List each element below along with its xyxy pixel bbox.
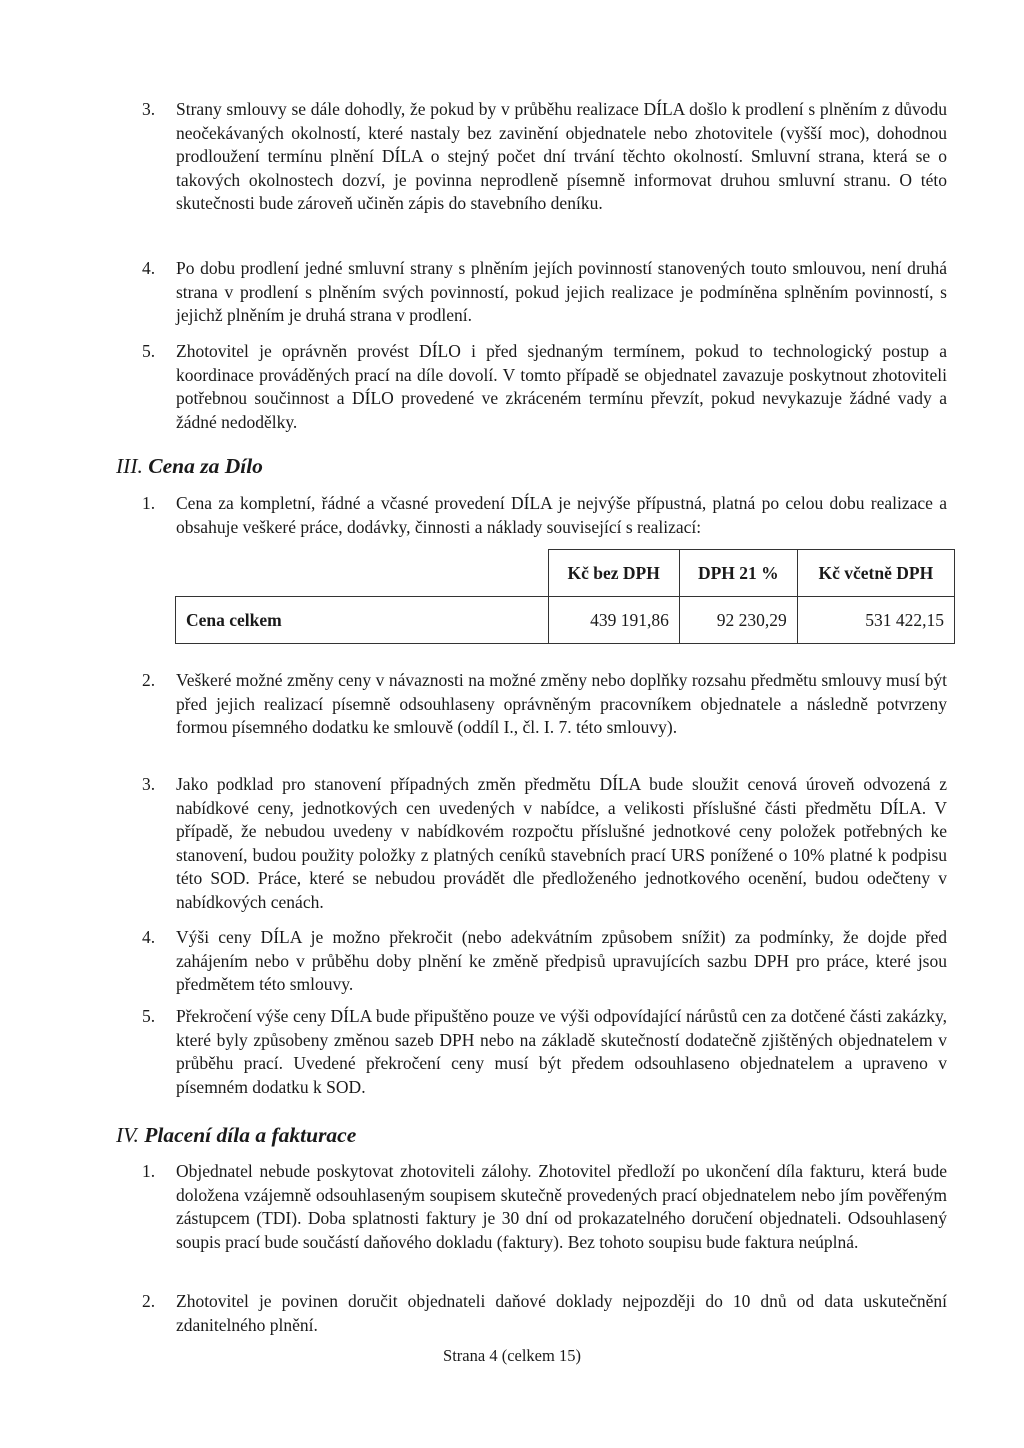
clause-text: Zhotovitel je oprávněn provést DÍLO i před sjednaným termínem, pokud to technologický postup a koordinace prováděných prací na díle dovolí. V tomto případě se objednatel zavazuje poskytnout zhotoviteli potřebnou součinnost a DÍLO provedené ve zkráceném termínu převzít, pokud nevykazuje žádné vady a žádné nedodělky. — [176, 341, 947, 432]
value-price-with-vat: 531 422,15 — [797, 597, 954, 644]
clause-text: Objednatel nebude poskytovat zhotoviteli zálohy. Zhotovitel předloží po ukončení díla fakturu, která bude doložena vzájemně odsouhlaseným soupisem skutečně provedených prací objednatelem nebo jím pověřeným zástupcem (TDI). Doba splatnosti faktury je 30 dní od prokazatelného doručení objednateli. Odsouhlasený soupis prací bude součástí daňového dokladu (faktury). Bez tohoto soupisu bude faktura neúplná. — [176, 1161, 947, 1252]
header-price-without-vat: Kč bez DPH — [548, 550, 679, 597]
section3-clause-5 — [142, 1005, 947, 1099]
clause-number: 1. — [142, 1161, 156, 1181]
section4-clause-2 — [142, 1290, 947, 1337]
value-vat: 92 230,29 — [679, 597, 797, 644]
section3-clause-1 — [142, 492, 947, 539]
header-price-with-vat: Kč včetně DPH — [797, 550, 954, 597]
price-table — [175, 549, 955, 644]
page-footer: Strana 4 (celkem 15) — [443, 1346, 581, 1365]
section-number: III. — [116, 454, 143, 478]
section4-clause-1 — [142, 1160, 947, 1254]
clause-number: 5. — [142, 341, 156, 361]
clause-number: 2. — [142, 670, 156, 690]
price-table-row — [176, 597, 955, 644]
clause-number: 2. — [142, 1291, 156, 1311]
clause-number: 4. — [142, 927, 156, 947]
clause-text: Výši ceny DÍLA je možno překročit (nebo adekvátním způsobem snížit) za podmínky, že dojde před zahájením nebo v průběhu doby plnění ke změně předpisů upravujících sazbu DPH pro práce, které jsou předmětem této smlouvy. — [176, 927, 947, 995]
clause-text: Jako podklad pro stanovení případných změn předmětu DÍLA bude sloužit cenová úroveň odvozená z nabídkové ceny, jednotkových cen uvedených v nabídce, a velikosti příslušné části předmětu DÍLA. V případě, že nebudou uvedeny v nabídkovém rozpočtu příslušné jednotkové ceny položek potřebných ke stanovení, budou použity položky z platných ceníků stavebních prací URS ponížené o 10% platné k podpisu této SOD. Práce, které se nebudou provádět dle předloženého jednotkového ocenění, budou odečteny v nabídkových cenách. — [176, 774, 947, 912]
clause-number: 5. — [142, 1006, 156, 1026]
section3-clause-4 — [142, 926, 947, 997]
value-price-without-vat: 439 191,86 — [548, 597, 679, 644]
section-title: Cena za Dílo — [148, 454, 263, 478]
clause-text: Překročení výše ceny DÍLA bude připuštěno pouze ve výši odpovídající nárůstů cen za dotčené části zakázky, které byly způsobeny změnou sazeb DPH nebo na základě skutečností dodatečně zjištěných objednatelem v průběhu prací. Uvedené překročení ceny musí být předem odsouhlaseno objednatelem a upraveno v písemném dodatku k SOD. — [176, 1006, 947, 1097]
clause-text: Strany smlouvy se dále dohodly, že pokud by v průběhu realizace DÍLA došlo k prodlení s plněním z důvodu neočekávaných okolností, které nastaly bez zavinění objednatele nebo zhotovitele (vyšší moc), dohodnou prodloužení termínu plnění DÍLA o stejný počet dní trvání těchto okolností. Smluvní strana, která se o takových okolnostech dozví, je povinna neprodleně písemně informovat druhou smluvní stranu. O této skutečnosti bude zároveň učiněn zápis do stavebního deníku. — [176, 99, 947, 214]
clause-4 — [142, 257, 947, 328]
section-title: Placení díla a fakturace — [144, 1123, 357, 1147]
clause-text: Zhotovitel je povinen doručit objednateli daňové doklady nejpozději do 10 dnů od data uskutečnění zdanitelného plnění. — [176, 1291, 947, 1335]
row-label: Cena celkem — [176, 597, 549, 644]
clause-number: 4. — [142, 258, 156, 278]
section3-clause-3 — [142, 773, 947, 915]
section-heading-iv — [116, 1123, 356, 1148]
clause-number: 3. — [142, 99, 156, 119]
clause-number: 3. — [142, 774, 156, 794]
header-vat: DPH 21 % — [679, 550, 797, 597]
clause-5 — [142, 340, 947, 434]
clause-text: Veškeré možné změny ceny v návaznosti na možné změny nebo doplňky rozsahu předmětu smlouvy musí být před jejich realizací písemně odsouhlaseny oprávněným pracovníkem objednatele a následně potvrzeny formou písemného dodatku ke smlouvě (oddíl I., čl. I. 7. této smlouvy). — [176, 670, 947, 738]
clause-text: Cena za kompletní, řádné a včasné provedení DÍLA je nejvýše přípustná, platná po celou dobu realizace a obsahuje veškeré práce, dodávky, činnosti a náklady související s realizací: — [176, 493, 947, 537]
clause-text: Po dobu prodlení jedné smluvní strany s plněním jejích povinností stanovených touto smlouvou, není druhá strana v prodlení s plněním svých povinností, pokud jejich realizace je podmíněna splněním povinností, s jejichž plněním je druhá strana v prodlení. — [176, 258, 947, 326]
section-number: IV. — [116, 1123, 139, 1147]
price-table-header-row — [176, 550, 955, 597]
section-heading-iii — [116, 454, 263, 479]
section3-clause-2 — [142, 669, 947, 740]
clause-3 — [142, 98, 947, 216]
blank-cell — [176, 550, 549, 597]
clause-number: 1. — [142, 493, 156, 513]
